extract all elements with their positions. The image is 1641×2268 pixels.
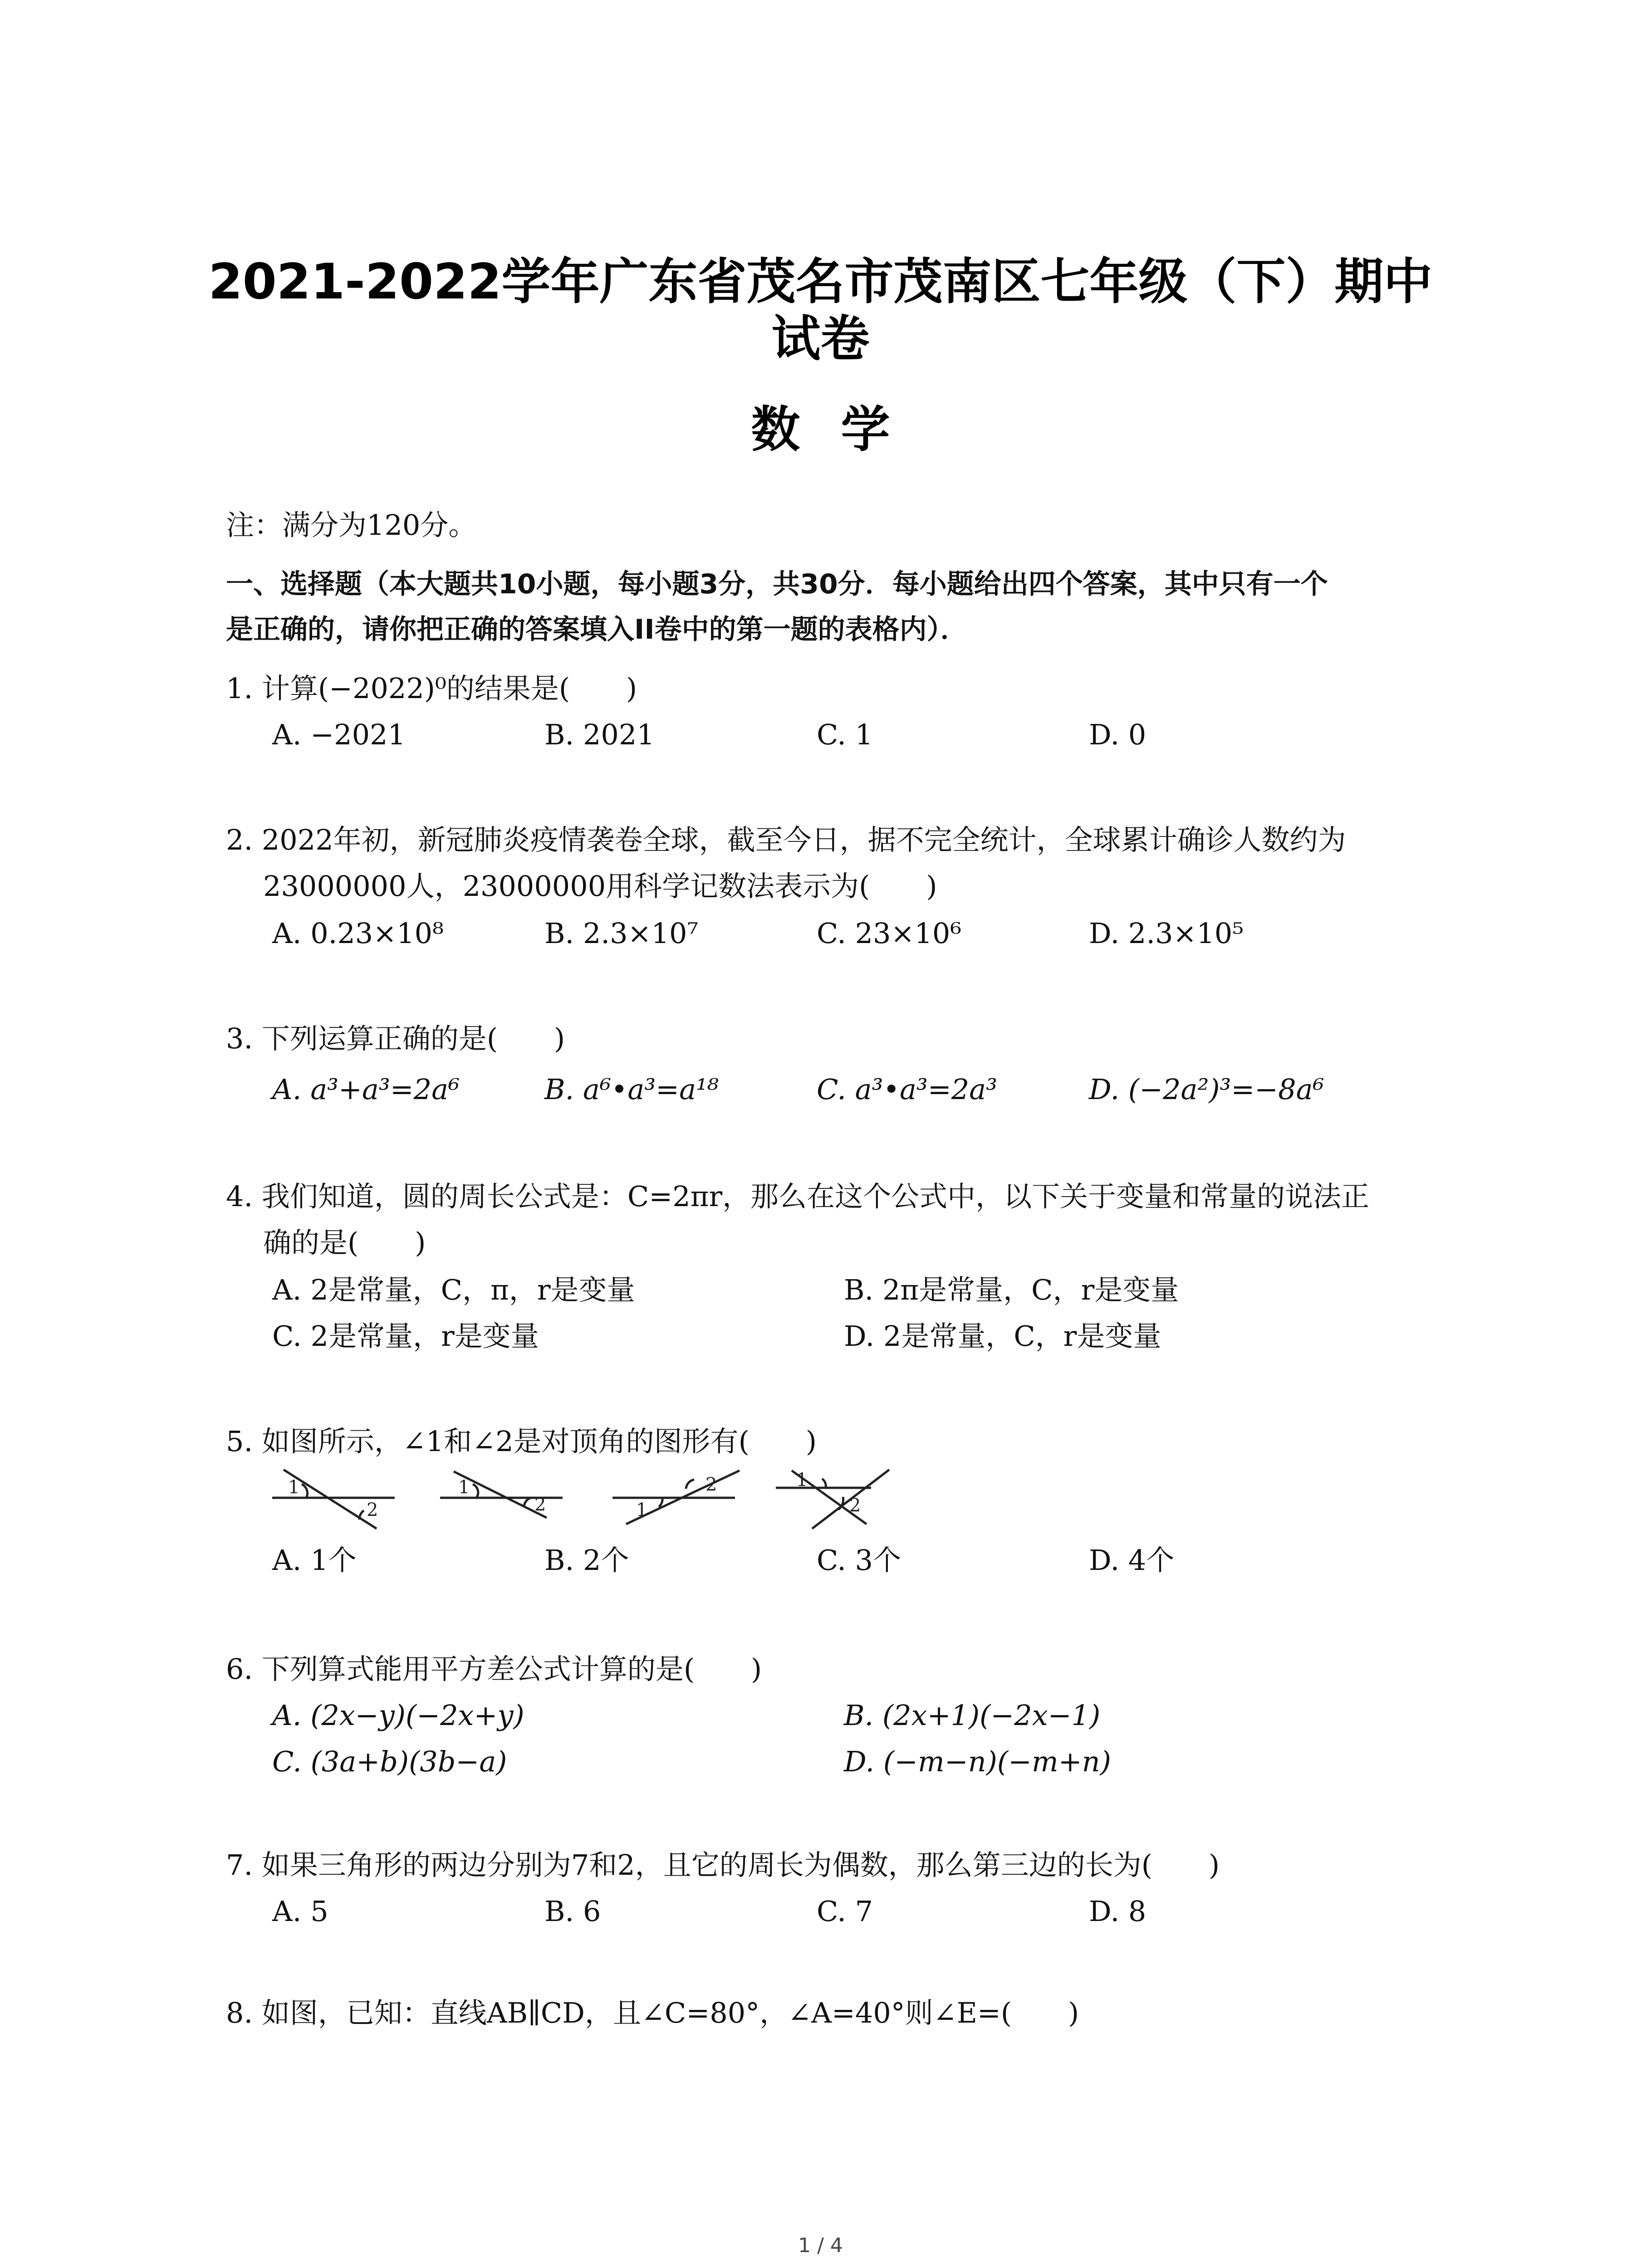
q4-option-d: D. 2是常量，C，r是变量 xyxy=(844,1320,1161,1353)
question-4-stem-line2: 确的是( ) xyxy=(263,1226,426,1259)
fig1-angle1-label: 1 xyxy=(288,1477,300,1498)
fig2-angle2-label: 2 xyxy=(534,1494,546,1515)
q3-option-b: B. a⁶•a³=a¹⁸ xyxy=(544,1073,719,1106)
q2-option-b: B. 2.3×10⁷ xyxy=(544,917,699,950)
fig4-angle2-label: 2 xyxy=(849,1495,861,1516)
q4-option-c: C. 2是常量，r是变量 xyxy=(272,1320,539,1353)
q3-option-c: C. a³•a³=2a³ xyxy=(817,1073,998,1106)
question-2-stem-line2: 23000000人，23000000用科学记数法表示为( ) xyxy=(263,870,937,903)
question-5-stem: 5. 如图所示，∠1和∠2是对顶角的图形有( ) xyxy=(226,1425,817,1458)
fig3-angle2-label: 2 xyxy=(705,1474,717,1495)
exam-title-line1: 2021-2022学年广东省茂名市茂南区七年级（下）期中 xyxy=(208,254,1433,310)
q2-option-d: D. 2.3×10⁵ xyxy=(1089,917,1244,950)
exam-title-line2: 试卷 xyxy=(771,311,870,367)
q2-option-a: A. 0.23×10⁸ xyxy=(272,917,444,950)
question-1-stem: 1. 计算(−2022)⁰的结果是( ) xyxy=(226,672,637,705)
q1-option-a: A. −2021 xyxy=(272,718,406,751)
q2-option-c: C. 23×10⁶ xyxy=(817,917,962,950)
fig2-angle1-label: 1 xyxy=(458,1477,470,1498)
q5-option-d: D. 4个 xyxy=(1089,1544,1175,1577)
vertical-angle-figures xyxy=(263,1461,1171,1533)
section-heading-line2: 是正确的，请你把正确的答案填入II卷中的第一题的表格内）． xyxy=(226,614,968,645)
q7-option-b: B. 6 xyxy=(544,1895,601,1928)
q1-option-d: D. 0 xyxy=(1089,718,1146,751)
q3-option-d: D. (−2a²)³=−8a⁶ xyxy=(1089,1073,1324,1106)
q5-option-c: C. 3个 xyxy=(817,1544,901,1577)
question-4-stem-line1: 4. 我们知道，圆的周长公式是：C=2πr，那么在这个公式中，以下关于变量和常量的说法正 xyxy=(226,1180,1370,1213)
q6-option-c: C. (3a+b)(3b−a) xyxy=(272,1745,507,1778)
question-8-stem: 8. 如图，已知：直线AB∥CD，且∠C=80°，∠A=40°则∠E=( ) xyxy=(226,1996,1079,2029)
question-6-stem: 6. 下列算式能用平方差公式计算的是( ) xyxy=(226,1652,762,1686)
score-note: 注：满分为120分。 xyxy=(226,508,477,542)
section-heading-line1: 一、选择题（本大题共10小题，每小题3分，共30分．每小题给出四个答案，其中只有一个 xyxy=(226,568,1328,600)
q6-option-b: B. (2x+1)(−2x−1) xyxy=(844,1699,1101,1732)
question-2-stem-line1: 2. 2022年初，新冠肺炎疫情袭卷全球，截至今日，据不完全统计，全球累计确诊人数约为 xyxy=(226,823,1346,856)
q7-option-d: D. 8 xyxy=(1089,1895,1146,1928)
q6-option-a: A. (2x−y)(−2x+y) xyxy=(272,1699,524,1732)
q1-option-c: C. 1 xyxy=(817,718,873,751)
q4-option-b: B. 2π是常量，C，r是变量 xyxy=(844,1273,1179,1306)
fig4-angle1-label: 1 xyxy=(796,1470,808,1491)
question-3-stem: 3. 下列运算正确的是( ) xyxy=(226,1022,565,1055)
fig1-angle2-label: 2 xyxy=(367,1500,378,1520)
fig3-angle1-label: 1 xyxy=(636,1500,648,1520)
q6-option-d: D. (−m−n)(−m+n) xyxy=(844,1745,1111,1778)
q4-option-a: A. 2是常量，C，π，r是变量 xyxy=(272,1273,635,1306)
q5-option-b: B. 2个 xyxy=(544,1544,629,1577)
question-7-stem: 7. 如果三角形的两边分别为7和2，且它的周长为偶数，那么第三边的长为( ) xyxy=(226,1848,1220,1882)
q7-option-c: C. 7 xyxy=(817,1895,873,1928)
q7-option-a: A. 5 xyxy=(272,1895,328,1928)
page-number: 1 / 4 xyxy=(798,2234,843,2257)
q1-option-b: B. 2021 xyxy=(544,718,655,751)
q5-option-a: A. 1个 xyxy=(272,1544,357,1577)
q3-option-a: A. a³+a³=2a⁶ xyxy=(272,1073,460,1106)
subject-heading: 数学 xyxy=(751,401,931,458)
